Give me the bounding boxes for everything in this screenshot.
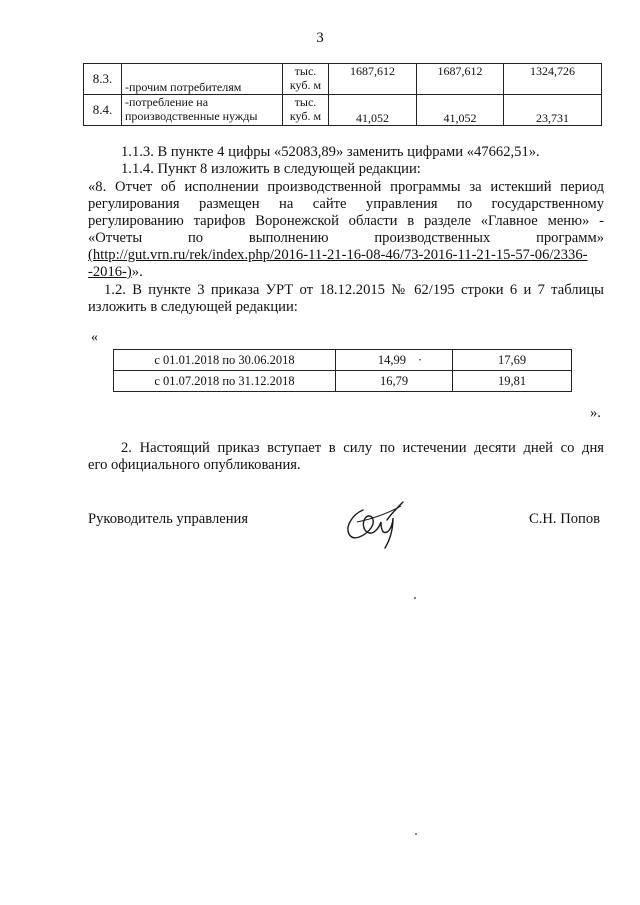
paragraph-1-1-4: 1.1.4. Пункт 8 изложить в следующей редакции: bbox=[121, 161, 421, 177]
tariff-value-a: 14,99 · bbox=[336, 350, 453, 371]
row-value-3: 23,731 bbox=[504, 95, 602, 126]
row-name: -потребление на производственные нужды bbox=[122, 95, 283, 126]
tariff-value-a: 16,79 bbox=[336, 371, 453, 392]
table-row bbox=[114, 371, 572, 392]
quote-line-1: «8. Отчет об исполнении производственной программы за истекший период bbox=[88, 179, 604, 195]
quote-line-2: регулирования размещен на сайте управления по государственному bbox=[88, 196, 604, 212]
tariff-table bbox=[113, 349, 572, 392]
open-quote: « bbox=[91, 330, 98, 345]
signatory-name: С.Н. Попов bbox=[529, 511, 601, 527]
quote-line-4: «Отчеты по выполнению производственных программ» bbox=[88, 230, 604, 246]
row-value-2: 1687,612 bbox=[417, 64, 504, 95]
row-unit: тыс. куб. м bbox=[283, 64, 329, 95]
paragraph-1-2-line-2: изложить в следующей редакции: bbox=[88, 299, 298, 315]
quote-line-6 bbox=[88, 264, 604, 281]
report-link[interactable]: (http://gut.vrn.ru/rek/index.php/2016-11-21-16-08-46/73-2016-11-21-15-57-06/2336- bbox=[88, 247, 588, 263]
row-name: -прочим потребителям bbox=[122, 64, 283, 95]
row-number: 8.4. bbox=[84, 95, 122, 126]
signatory-position: Руководитель управления bbox=[88, 511, 249, 527]
scan-speck bbox=[415, 833, 417, 835]
quote-close: ». bbox=[131, 264, 143, 280]
page-number: 3 bbox=[316, 30, 324, 46]
row-value-3: 1324,726 bbox=[504, 64, 602, 95]
tariff-period: с 01.07.2018 по 31.12.2018 bbox=[114, 371, 336, 392]
signature-image bbox=[343, 492, 423, 554]
scan-speck bbox=[414, 597, 416, 599]
paragraph-2-line-2: его официального опубликования. bbox=[88, 457, 301, 473]
row-value-1: 41,052 bbox=[329, 95, 417, 126]
paragraph-1-1-3: 1.1.3. В пункте 4 цифры «52083,89» заменить цифрами «47662,51». bbox=[121, 144, 540, 160]
row-unit: тыс. куб. м bbox=[283, 95, 329, 126]
close-quote: ». bbox=[590, 405, 601, 421]
paragraph-1-2-line-1: 1.2. В пункте 3 приказа УРТ от 18.12.2015 № 62/195 строки 6 и 7 таблицы bbox=[104, 282, 604, 298]
table-row bbox=[114, 350, 572, 371]
indicators-table bbox=[83, 63, 602, 126]
quote-line-3: регулированию тарифов Воронежской области в разделе «Главное меню» - bbox=[88, 213, 604, 229]
table-row bbox=[84, 64, 602, 95]
row-number: 8.3. bbox=[84, 64, 122, 95]
report-link-tail[interactable]: -2016-) bbox=[88, 264, 132, 280]
tariff-period: с 01.01.2018 по 30.06.2018 bbox=[114, 350, 336, 371]
tariff-value-b: 17,69 bbox=[453, 350, 572, 371]
tariff-value-b: 19,81 bbox=[453, 371, 572, 392]
row-value-2: 41,052 bbox=[417, 95, 504, 126]
row-value-1: 1687,612 bbox=[329, 64, 417, 95]
table-row bbox=[84, 95, 602, 126]
paragraph-2-line-1: 2. Настоящий приказ вступает в силу по истечении десяти дней со дня bbox=[121, 440, 604, 456]
